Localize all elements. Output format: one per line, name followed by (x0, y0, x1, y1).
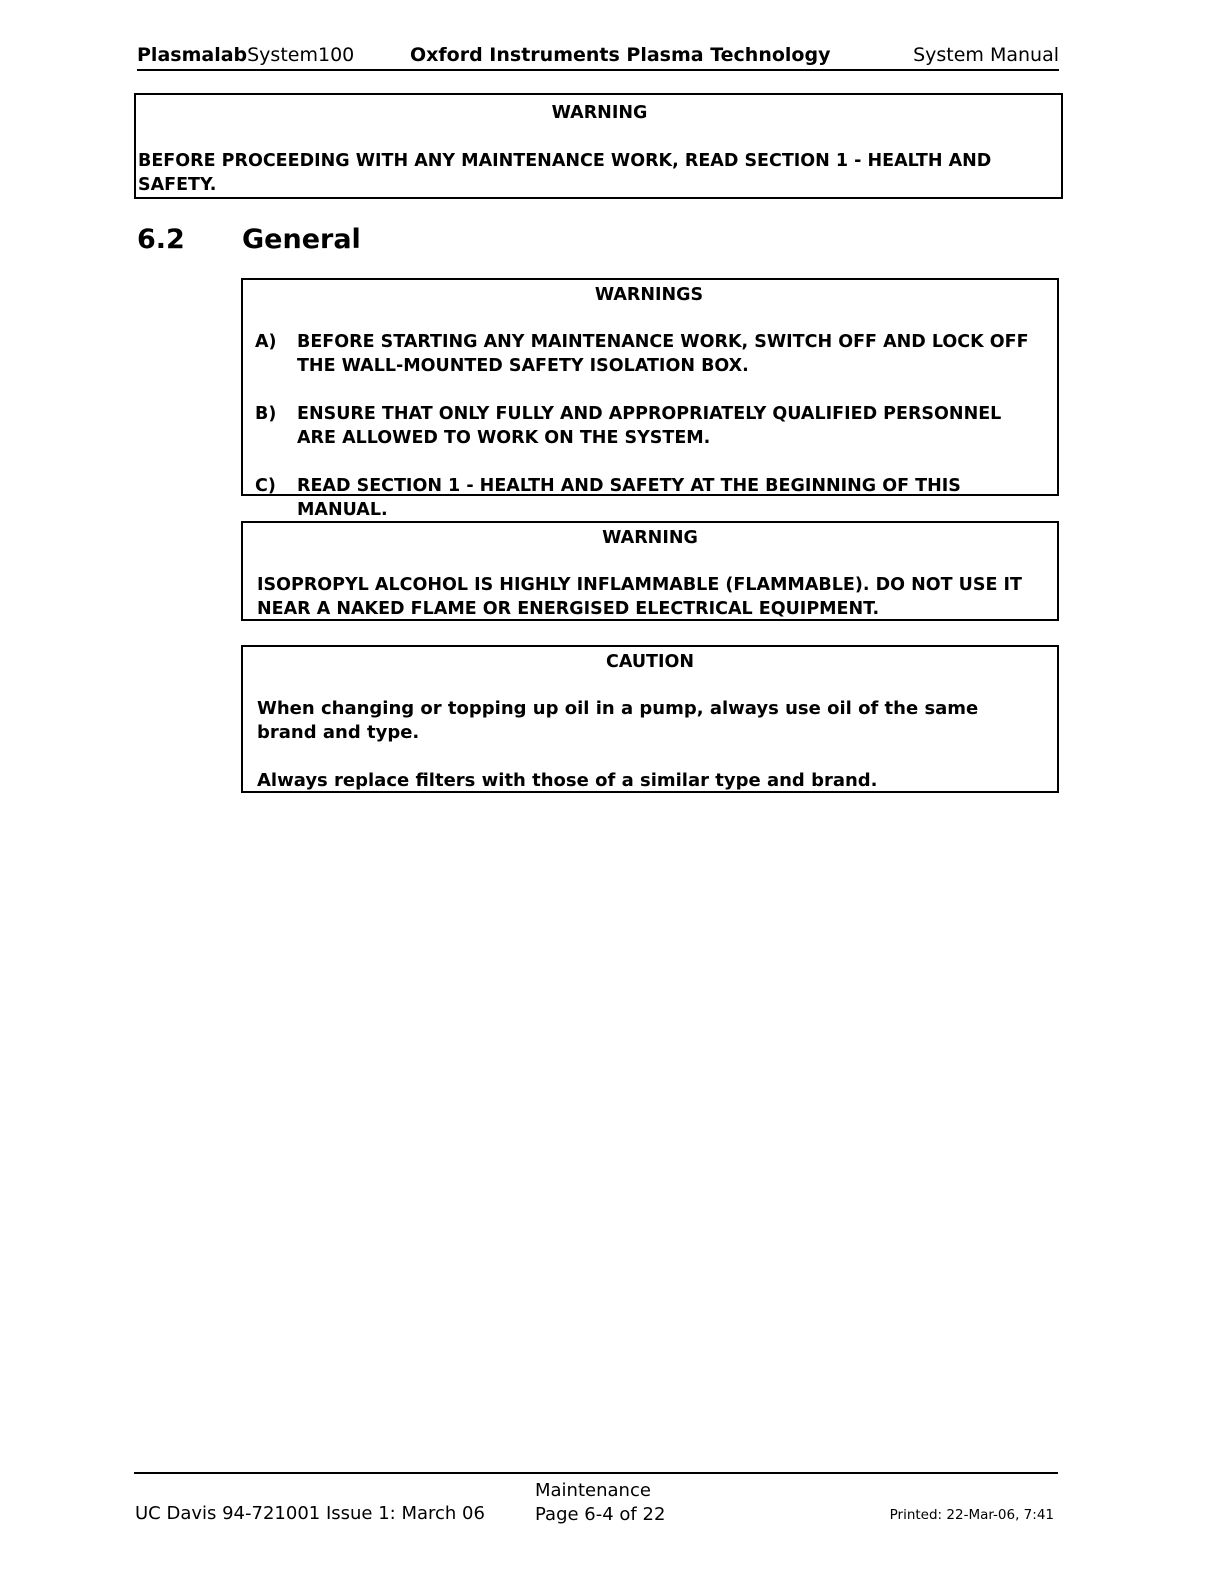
warnings-title: WARNINGS (594, 285, 704, 305)
section-heading (137, 224, 361, 255)
caution-box (241, 645, 1059, 793)
warning-item-text: ENSURE THAT ONLY FULLY AND APPROPRIATELY QUALIFIED PERSONNEL ARE ALLOWED TO WORK ON THE SYSTEM. (297, 404, 1002, 448)
header-product-rest: System100 (247, 44, 355, 66)
top-warning-box (134, 93, 1063, 199)
ipa-warning-text: ISOPROPYL ALCOHOL IS HIGHLY INFLAMMABLE (FLAMMABLE). DO NOT USE IT NEAR A NAKED FLAME OR ENERGISED ELECTRICAL EQUIPMENT. (257, 575, 1022, 619)
caution-title: CAUTION (605, 652, 695, 672)
section-title: General (242, 224, 361, 255)
footer-document-id: UC Davis 94-721001 Issue 1: March 06 (135, 1503, 485, 1524)
header-product (137, 44, 354, 66)
warning-item-letter: C) (255, 476, 276, 496)
caution-paragraph-oil: When changing or topping up oil in a pump, always use oil of the same brand and type. (257, 698, 979, 743)
caution-paragraph-filters: Always replace filters with those of a similar type and brand. (257, 770, 878, 791)
footer-chapter: Maintenance (535, 1480, 651, 1501)
footer-divider (134, 1472, 1058, 1474)
ipa-warning-box (241, 521, 1059, 621)
header-product-bold: Plasmalab (137, 44, 248, 66)
footer-center (535, 1479, 665, 1527)
warnings-box (241, 278, 1059, 520)
ipa-warning-title: WARNING (602, 528, 698, 548)
warning-item-a (255, 330, 1043, 378)
page-header (137, 43, 1059, 71)
warning-item-b (255, 402, 1043, 450)
header-company: Oxford Instruments Plasma Technology (410, 44, 831, 66)
footer-printed-date: Printed: 22-Mar-06, 7:41 (889, 1507, 1054, 1523)
warning-item-c (255, 474, 1043, 522)
warning-item-letter: A) (255, 332, 277, 352)
warning-item-text: READ SECTION 1 - HEALTH AND SAFETY AT THE BEGINNING OF THIS MANUAL. (297, 476, 961, 520)
warning-item-letter: B) (255, 404, 277, 424)
warning-item-text: BEFORE STARTING ANY MAINTENANCE WORK, SWITCH OFF AND LOCK OFF THE WALL-MOUNTED SAFETY ISOLATION BOX. (297, 332, 1029, 376)
section-number: 6.2 (137, 224, 185, 255)
top-warning-text: BEFORE PROCEEDING WITH ANY MAINTENANCE WORK, READ SECTION 1 - HEALTH AND SAFETY. (138, 151, 992, 195)
header-doc-type: System Manual (913, 44, 1059, 66)
footer-page-number: Page 6-4 of 22 (535, 1504, 666, 1525)
top-warning-title: WARNING (551, 103, 648, 123)
